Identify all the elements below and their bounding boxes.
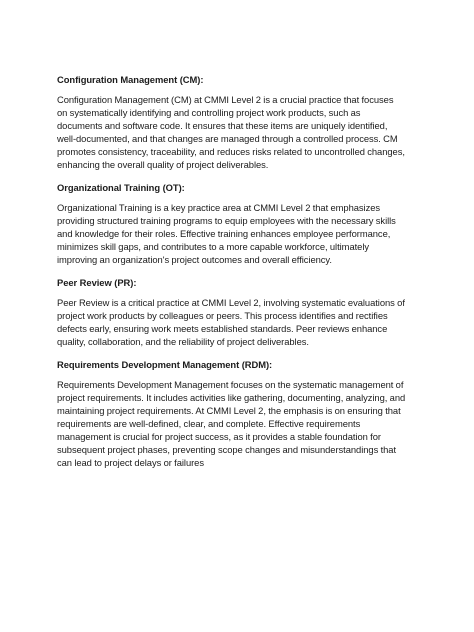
section-configuration-management (57, 73, 406, 171)
section-heading: Requirements Development Management (RDM): (57, 359, 273, 370)
section-paragraph: Requirements Development Management focuses on the systematic management of project requirements. It includes activities like gathering, documenting, analyzing, and maintaining project requirements. At CMMI Level 2, the emphasis is on ensuring that requirements are well-defined, clear, and complete. Effective requirements management is crucial for project success, as it provides a stable foundation for subsequent project phases, preventing scope changes and misunderstandings that can lead to project delays or failures (57, 379, 406, 468)
section-paragraph: Configuration Management (CM) at CMMI Level 2 is a crucial practice that focuses on systematically identifying and controlling project work products, such as documents and software code. It ensures that these items are uniquely identified, well-documented, and that changes are managed through a controlled process. CM promotes consistency, traceability, and reduces risks related to uncontrolled changes, enhancing the overall quality of project deliverables. (57, 94, 405, 170)
section-organizational-training (57, 181, 406, 266)
section-peer-review (57, 276, 406, 348)
section-heading: Peer Review (PR): (57, 277, 137, 288)
section-paragraph: Peer Review is a critical practice at CMMI Level 2, involving systematic evaluations of project work products by colleagues or peers. This process identifies and rectifies defects early, ensuring work meets established standards. Peer reviews enhance quality, collaboration, and the reliability of project deliverables. (57, 297, 405, 347)
section-heading: Configuration Management (CM): (57, 74, 204, 85)
section-paragraph: Organizational Training is a key practice area at CMMI Level 2 that emphasizes providing structured training programs to equip employees with the necessary skills and knowledge for their roles. Effective training enhances employee performance, minimizes skill gaps, and contributes to a more capable workforce, ultimately improving an organization's project outcomes and overall efficiency. (57, 202, 396, 265)
section-heading: Organizational Training (OT): (57, 182, 185, 193)
section-requirements-development (57, 358, 406, 469)
